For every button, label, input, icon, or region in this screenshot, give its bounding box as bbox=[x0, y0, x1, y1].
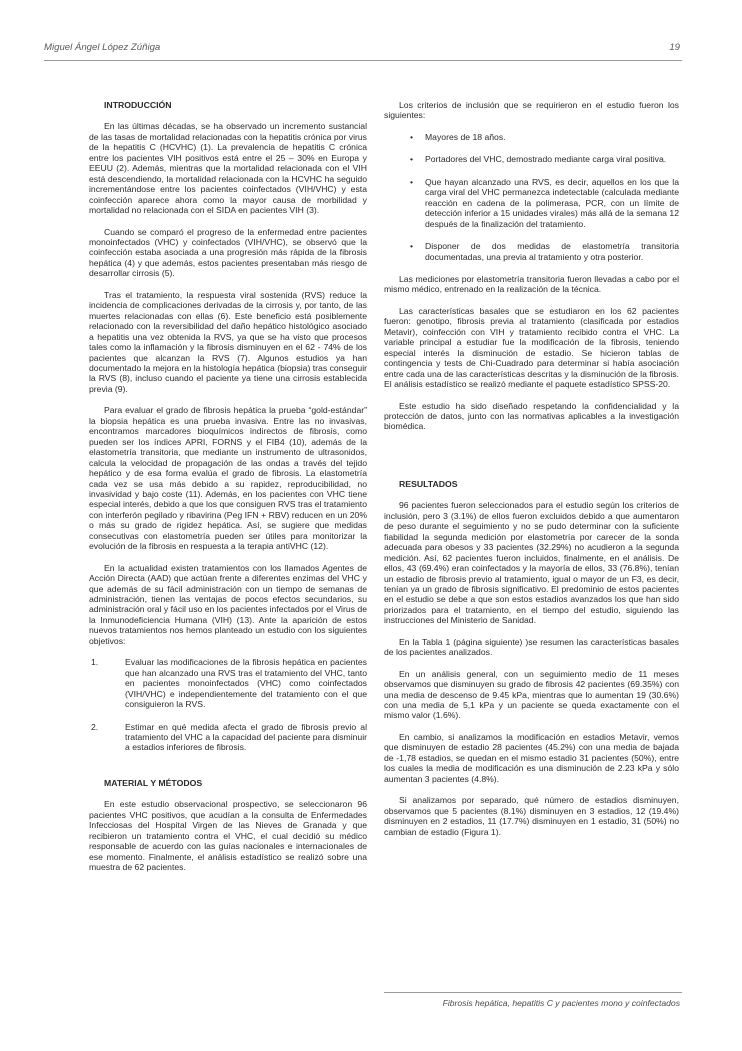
bullet-icon: • bbox=[410, 131, 414, 142]
criteria-text: Que hayan alcanzado una RVS, es decir, aquellos en los que la carga viral del VHC permanezca indetectable (calculada mediante reacción en cadena de la polimerasa, PCR, con un límite de detección inferior a 15 unidades virales) más allá de la semana 12 después de la finalización del tratamiento. bbox=[425, 176, 679, 229]
footer-rule bbox=[384, 992, 682, 993]
objective-number: 2. bbox=[91, 721, 99, 732]
objective-number: 1. bbox=[91, 657, 99, 668]
left-column bbox=[89, 100, 367, 884]
running-foot-title: Fibrosis hepática, hepatitis C y pacientes mono y coinfectados bbox=[442, 998, 680, 1008]
results-paragraph-4: En cambio, si analizamos la modificación en estadios Metavir, vemos que disminuyen de estadio 28 pacientes (45.2%) con una media de bajada de -1,78 estadios, se quedan en el mismo estadio 31 pacientes (50%), entre los cuales la media de modificación es una disminución de 2.23 kPa y sólo aumentan 3 pacientes (4.8%). bbox=[384, 731, 679, 784]
methods-paragraph-3: Las mediciones por elastometría transitoria fueron llevadas a cabo por el mismo médico, entrenado en la realización de la técnica. bbox=[384, 273, 679, 295]
results-paragraph-3: En un análisis general, con un seguimiento medio de 11 meses observamos que disminuyen su grado de fibrosis 42 pacientes (69.35%) con una media de descenso de 9.45 kPa, mientras que lo aumentan 19 (30.6%) con una media de 5,1 kPa y un paciente se queda exactamente con el mismo valor (1.6%). bbox=[384, 668, 679, 721]
page-number: 19 bbox=[669, 42, 680, 53]
results-paragraph-1: 96 pacientes fueron seleccionados para el estudio según los criterios de inclusión, pero 3 (3.1%) de ellos fueron excluidos debido a que aumentaron de peso durante el seguimiento y no se pudo determinar con la suficiente fiabilidad la segunda medición por elastometría por carecer de la sonda adecuada para obesos y 33 pacientes (32.29%) no acudieron a la segunda medición. Así, 62 pacientes fueron incluidos, finalmente, en el análisis. De ellos, 43 (69.4%) eran coinfectados y la mayoría de ellos, 33 (76.8%), tenían un estadio de fibrosis previo al tratamiento, igual o mayor de un F3, es decir, tenían ya un grado de fibrosis significativo. El predominio de estos pacientes en el estudio se debe a que son estos estadios avanzados los que han sido priorizados para el tratamiento, en el tiempo del estudio, siguiendo las instrucciones del Ministerio de Sanidad. bbox=[384, 500, 679, 626]
criteria-text: Portadores del VHC, demostrado mediante carga viral positiva. bbox=[425, 154, 667, 165]
methods-paragraph-2: Los criterios de inclusión que se requirieron en el estudio fueron los siguientes: bbox=[384, 100, 679, 121]
criteria-item bbox=[384, 132, 679, 142]
bullet-icon: • bbox=[410, 154, 414, 165]
intro-paragraph-3: Tras el tratamiento, la respuesta viral sostenida (RVS) reduce la incidencia de complicaciones derivadas de la cirrosis y, por tanto, de las muertes relacionadas con ellas (6). Este beneficio está posiblemente relacionado con la reversibilidad del daño hepático histológico asociado a hepatitis una vez obtenida la RVS, ya que se ha visto que procesos tales como la inflamación y la fibrosis disminuyen en el 62 - 74% de los pacientes que alcanzan la RVS (7). Algunos estudios ya han documentado la mejora en la histología hepática (biopsia) tras conseguir la RVS (8), incluso cuando el paciente ya tiene una cirrosis establecida previa (9). bbox=[89, 289, 367, 394]
results-paragraph-5: Si analizamos por separado, qué número de estadios disminuyen, observamos que 5 pacientes (8.1%) disminuyen en 3 estadios, 12 (19.4%) disminuyen en 2 estadios, 11 (17.7%) disminuyen en 1 estadio, 31 (50%) no cambian de estadio (Figura 1). bbox=[384, 795, 679, 837]
intro-paragraph-5: En la actualidad existen tratamientos con los llamados Agentes de Acción Directa (AAD) que actúan frente a diferentes enzimas del VHC y que además de su fácil administración con un tiempo de semanas de administración, tienen las ventajas de pocos efectos secundarios, su administración oral y fácil uso en los pacientes infectados por el Virus de la Inmunodeficiencia Humana (VIH) (13). Ante la aparición de estos nuevos tratamientos nos hemos planteado un estudio con los siguientes objetivos: bbox=[89, 562, 367, 646]
objective-item bbox=[89, 657, 367, 709]
inclusion-criteria-list bbox=[384, 132, 679, 262]
criteria-text: Mayores de 18 años. bbox=[425, 131, 506, 142]
intro-paragraph-4: Para evaluar el grado de fibrosis hepática la prueba “gold-estándar” la biopsia hepática es una prueba invasiva. Entre las no invasivas, encontramos marcadores bioquímicos indirectos de fibrosis, como pueden ser los índices APRI, FORNS y el FIB4 (10), además de la elastometría transitoria, que mediante un instrumento de ultrasonidos, calcula la velocidad de propagación de las ondas a través del tejido hepático y de esa forma evalúa el grado de fibrosis. La elastometría cada vez se usa más debido a su rapidez, reproducibilidad, no invasividad y bajo coste (11). Además, en los pacientes con VHC tiene especial interés, debido a que los que consiguen RVS tras el tratamiento con interferón pegilado y ribavirina (Peg IFN + RBV) reducen en un 20% o más su grado de rigidez hepática. Así, se sugiere que medidas consecutivas con elastometría pueden ser útiles para monitorizar la evolución de la fibrosis en respuesta a la terapia antiVHC (12). bbox=[89, 405, 367, 552]
section-heading-results: RESULTADOS bbox=[399, 478, 458, 489]
bullet-icon: • bbox=[410, 241, 414, 252]
methods-paragraph-1: En este estudio observacional prospectivo, se seleccionaron 96 pacientes VHC positivos, que acudían a la consulta de Enfermedades Infecciosas del Hospital Virgen de las Nieves de Granada y que recibieron un tratamiento contra el VHC, el cual decidió su médico responsable de acuerdo con las guías nacionales e internacionales de ese momento. Finalmente, el análisis estadístico se realizó sobre una muestra de 62 pacientes. bbox=[89, 799, 367, 873]
intro-paragraph-2: Cuando se comparó el progreso de la enfermedad entre pacientes monoinfectados (VHC) y coinfectados (VIH/VHC), se observó que la coinfección estaba asociada a una progresión más rápida de la fibrosis hepática (4) y que además, estos pacientes presentaban más riesgo de desarrollar cirrosis (5). bbox=[89, 226, 367, 279]
intro-paragraph-1: En las últimas décadas, se ha observado un incremento sustancial de las tasas de mortalidad relacionadas con la hepatitis crónica por virus de la hepatitis C (HCVHC) (1). La prevalencia de hepatitis C crónica entre los pacientes VIH positivos está entre el 25 – 30% en Europa y EEUU (2). Además, mientras que la mortalidad relacionada con el VIH está descendiendo, la mortalidad relacionada con la HCVHC ha seguido incrementándose entre los pacientes coinfectados (VIH/VHC) y esta coinfección aparece ahora como la mayor causa de morbilidad y mortalidad no relacionada con el SIDA en pacientes VIH (3). bbox=[89, 121, 367, 216]
objective-item bbox=[89, 722, 367, 753]
header-rule bbox=[44, 60, 682, 61]
section-heading-introduction: INTRODUCCIÓN bbox=[104, 100, 172, 110]
objectives-list bbox=[89, 657, 367, 753]
methods-paragraph-4: Las características basales que se estudiaron en los 62 pacientes fueron: genotipo, fibrosis previa al tratamiento (clasificada por estadios Metavir), coinfección con VIH y tratamiento recibido contra el VHC. La variable principal a estudiar fue la modificación de la fibrosis, teniendo especial interés la disminución de estadio. Se hicieron tablas de contingencia y tests de Chi-Cuadrado para determinar si había asociación entre cada una de las características descritas y la disminución de la fibrosis. El análisis estadístico se realizó mediante el paquete estadístico SPSS-20. bbox=[384, 305, 679, 390]
criteria-text: Disponer de dos medidas de elastometría transitoria documentadas, una previa al tratamiento y otra posterior. bbox=[425, 241, 679, 262]
objective-text: Estimar en qué medida afecta el grado de fibrosis previo al tratamiento del VHC a la capacidad del paciente para disminuir a estadios inferiores de fibrosis. bbox=[125, 721, 367, 753]
objective-text: Evaluar las modificaciones de la fibrosis hepática en pacientes que han alcanzado una RVS tras el tratamiento del VHC, tanto en pacientes monoinfectados (VHC) como coinfectados (VIH/VHC) e independientemente del tratamiento con el que consiguieron la RVS. bbox=[125, 657, 367, 710]
running-head-author: Miguel Ángel López Zúñiga bbox=[44, 42, 161, 53]
results-paragraph-2: En la Tabla 1 (página siguiente) )se resumen las características basales de los pacientes analizados. bbox=[384, 636, 679, 658]
bullet-icon: • bbox=[410, 176, 414, 187]
criteria-item bbox=[384, 154, 679, 164]
methods-paragraph-5: Este estudio ha sido diseñado respetando la confidencialidad y la protección de datos, junto con las normativas aplicables a la investigación biomédica. bbox=[384, 400, 679, 432]
right-column bbox=[384, 100, 679, 848]
section-heading-methods: MATERIAL Y MÉTODOS bbox=[104, 777, 203, 788]
criteria-item bbox=[384, 177, 679, 229]
criteria-item bbox=[384, 241, 679, 262]
